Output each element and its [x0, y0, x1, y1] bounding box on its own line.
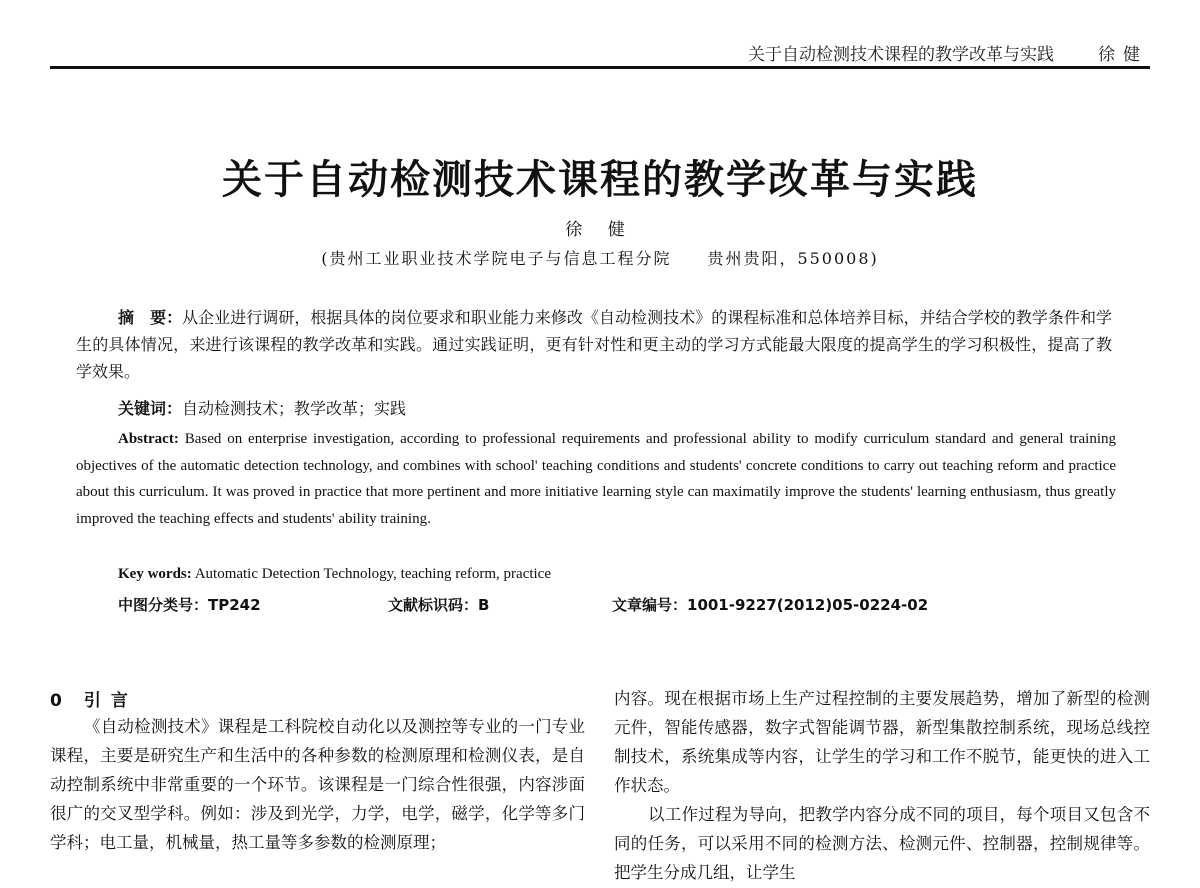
- section-number: 0: [50, 691, 62, 711]
- keywords-english-text: Automatic Detection Technology, teaching reform, practice: [194, 566, 551, 582]
- clc-number: 中图分类号：TP242: [118, 596, 261, 614]
- keywords-chinese: [118, 396, 1118, 419]
- abstract-chinese-label: 摘 要：: [118, 308, 183, 327]
- running-header-author: 徐健: [1098, 45, 1148, 65]
- section-heading-introduction: [50, 686, 138, 711]
- body-paragraph: 内容。现在根据市场上生产过程控制的主要发展趋势，增加了新型的检测元件，智能传感器，数字式智能调节器，新型集散控制系统，现场总线控制技术，系统集成等内容，让学生的学习和工作不脱节，能更快的进入工作状态。: [614, 689, 1150, 795]
- document-code: 文献标识码：B: [388, 596, 490, 614]
- paper-affiliation: (贵州工业职业技术学院电子与信息工程分院 贵州贵阳，550008): [321, 249, 879, 268]
- paper-title: 关于自动检测技术课程的教学改革与实践: [222, 157, 978, 203]
- classification-line: [118, 594, 1118, 618]
- paper-author: 徐 健: [565, 220, 635, 240]
- running-header-title: 关于自动检测技术课程的教学改革与实践: [748, 45, 1054, 65]
- running-header: [50, 36, 1150, 69]
- abstract-chinese: [76, 304, 1112, 385]
- abstract-english-text: Based on enterprise investigation, according to professional requirements and professional ability to modify curriculum standard and general training objectives of the automatic detection technology, and combines with school' teaching conditions and students' concrete conditions to carry out teaching reform and practice about this curriculum. It was proved in practice that more pertinent and more initiative learning style can maximatily improve the students' learning enthusiasm, thus greatly improved the teaching effects and students' ability training.: [76, 431, 1117, 527]
- body-paragraph: 以工作过程为导向，把教学内容分成不同的项目，每个项目又包含不同的任务，可以采用不同的检测方法、检测元件、控制器，控制规律等。把学生分成几组，让学生: [614, 805, 1150, 882]
- body-column-left: [50, 712, 585, 857]
- keywords-english-label: Key words:: [118, 566, 192, 582]
- article-number: 文章编号：1001-9227(2012)05-0224-02: [612, 596, 929, 614]
- abstract-chinese-text: 从企业进行调研，根据具体的岗位要求和职业能力来修改《自动检测技术》的课程标准和总体培养目标，并结合学校的教学条件和学生的具体情况，来进行该课程的教学改革和实践。通过实践证明，更有针对性和更主动的学习方式能最大限度的提高学生的学习积极性，提高了教学效果。: [76, 308, 1112, 381]
- keywords-chinese-label: 关键词：: [118, 399, 183, 418]
- body-column-right: [614, 684, 1150, 887]
- abstract-english-label: Abstract:: [118, 431, 179, 447]
- section-title: 引言: [83, 691, 138, 711]
- abstract-english: [76, 426, 1116, 532]
- keywords-chinese-text: 自动检测技术；教学改革；实践: [182, 399, 407, 418]
- body-paragraph: 《自动检测技术》课程是工科院校自动化以及测控等专业的一门专业课程，主要是研究生产和生活中的各种参数的检测原理和检测仪表，是自动控制系统中非常重要的一个环节。该课程是一门综合性很强，内容涉面很广的交叉型学科。例如：涉及到光学，力学，电学，磁学，化学等多门学科；电工量，机械量，热工量等多参数的检测原理；: [50, 717, 585, 852]
- keywords-english: [118, 566, 1118, 583]
